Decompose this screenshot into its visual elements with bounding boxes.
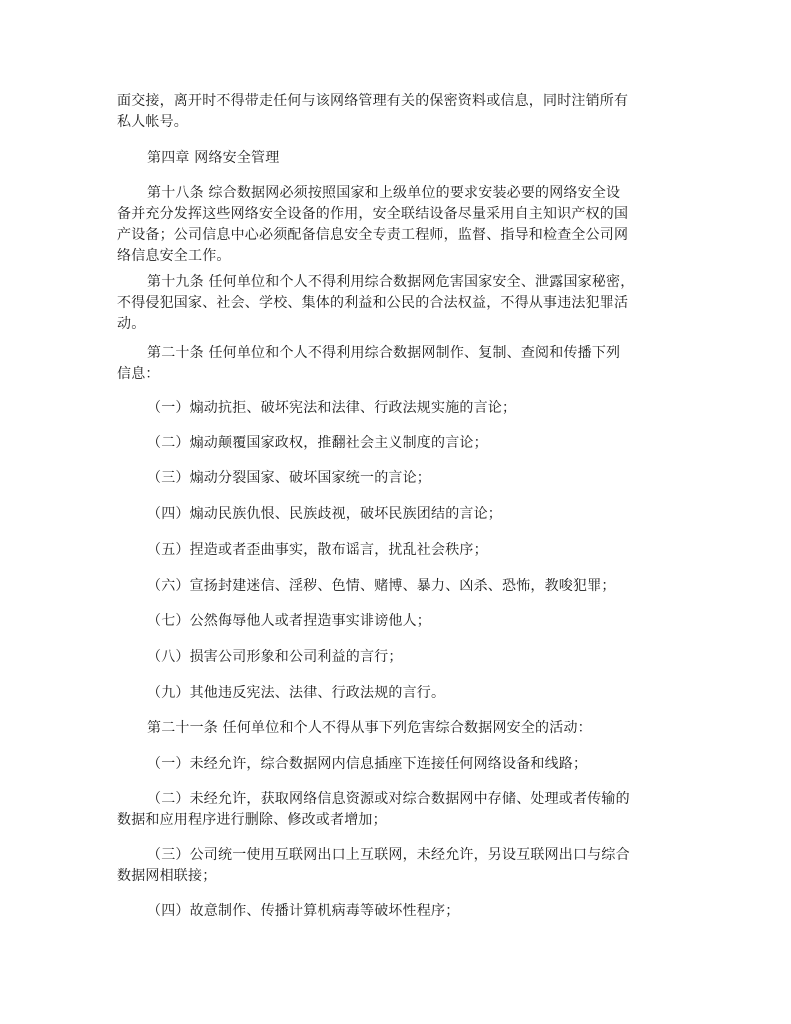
article-20-item-3 [117, 468, 672, 489]
article-21-item-2 [117, 789, 672, 831]
text-line: 第二十条 任何单位和个人不得利用综合数据网制作、复制、查阅和传播下列 [147, 345, 621, 361]
text-line: （四）煽动民族仇恨、民族歧视，破坏民族团结的言论； [147, 506, 502, 522]
text-line: （二）未经允许，获取网络信息资源或对综合数据网中存储、处理或者传输的 [147, 791, 630, 807]
text-line: （五）捏造或者歪曲事实，散布谣言，扰乱社会秩序； [147, 542, 488, 558]
article-20-item-4 [117, 504, 672, 525]
text-line: （八）损害公司形象和公司利益的言行； [147, 649, 403, 665]
text-line: 第四章 网络安全管理 [147, 150, 280, 166]
text-line: 第十九条 任何单位和个人不得利用综合数据网危害国家安全、泄露国家秘密， [147, 274, 635, 290]
article-21-item-4 [117, 901, 672, 922]
text-line: （三）公司统一使用互联网出口上互联网，未经允许，另设互联网出口与综合 [147, 847, 630, 863]
text-line: （九）其他违反宪法、法律、行政法规的言行。 [147, 685, 446, 701]
text-line: （七）公然侮辱他人或者捏造事实诽谤他人； [147, 613, 431, 629]
article-20-item-9 [117, 683, 672, 704]
text-line: （二）煽动颠覆国家政权，推翻社会主义制度的言论； [147, 435, 488, 451]
article-21-item-3 [117, 845, 672, 887]
article-19 [117, 272, 672, 335]
text-line: （三）煽动分裂国家、破坏国家统一的言论； [147, 470, 431, 486]
article-21 [117, 718, 672, 739]
text-line: 动。 [117, 316, 146, 332]
article-21-item-1 [117, 754, 672, 775]
article-18 [117, 183, 672, 267]
article-20-item-7 [117, 611, 672, 632]
text-line: 络信息安全工作。 [117, 248, 231, 264]
text-line: 私人帐号。 [117, 114, 188, 130]
text-line: 信息： [117, 366, 160, 382]
text-line: （六）宣扬封建迷信、淫秽、色情、赌博、暴力、凶杀、恐怖，教唆犯罪； [147, 578, 616, 594]
text-line: 数据和应用程序进行删除、修改或者增加； [117, 812, 387, 828]
text-line: 第二十一条 任何单位和个人不得从事下列危害综合数据网安全的活动： [147, 720, 592, 736]
text-line: 数据网相联接； [117, 868, 217, 884]
article-20-item-8 [117, 647, 672, 668]
chapter-heading [117, 148, 672, 169]
article-20-item-1 [117, 398, 672, 419]
text-line: （一）煽动抗拒、破坏宪法和法律、行政法规实施的言论； [147, 400, 517, 416]
article-20-item-6 [117, 576, 672, 597]
text-line: （一）未经允许，综合数据网内信息插座下连接任何网络设备和线路； [147, 756, 588, 772]
text-line: 第十八条 综合数据网必须按照国家和上级单位的要求安装必要的网络安全设 [147, 185, 621, 201]
text-line: 面交接，离开时不得带走任何与该网络管理有关的保密资料或信息，同时注销所有 [117, 93, 629, 109]
text-line: 备并充分发挥这些网络安全设备的作用，安全联结设备尽量采用自主知识产权的国 [117, 206, 629, 222]
paragraph-continuation [117, 91, 672, 133]
text-line: 不得侵犯国家、社会、学校、集体的利益和公民的合法权益，不得从事违法犯罪活 [117, 295, 629, 311]
text-line: 产设备；公司信息中心必须配备信息安全专责工程师，监督、指导和检查全公司网 [117, 227, 629, 243]
article-20-item-5 [117, 540, 672, 561]
article-20 [117, 343, 672, 385]
text-line: （四）故意制作、传播计算机病毒等破坏性程序； [147, 903, 460, 919]
article-20-item-2 [117, 433, 672, 454]
